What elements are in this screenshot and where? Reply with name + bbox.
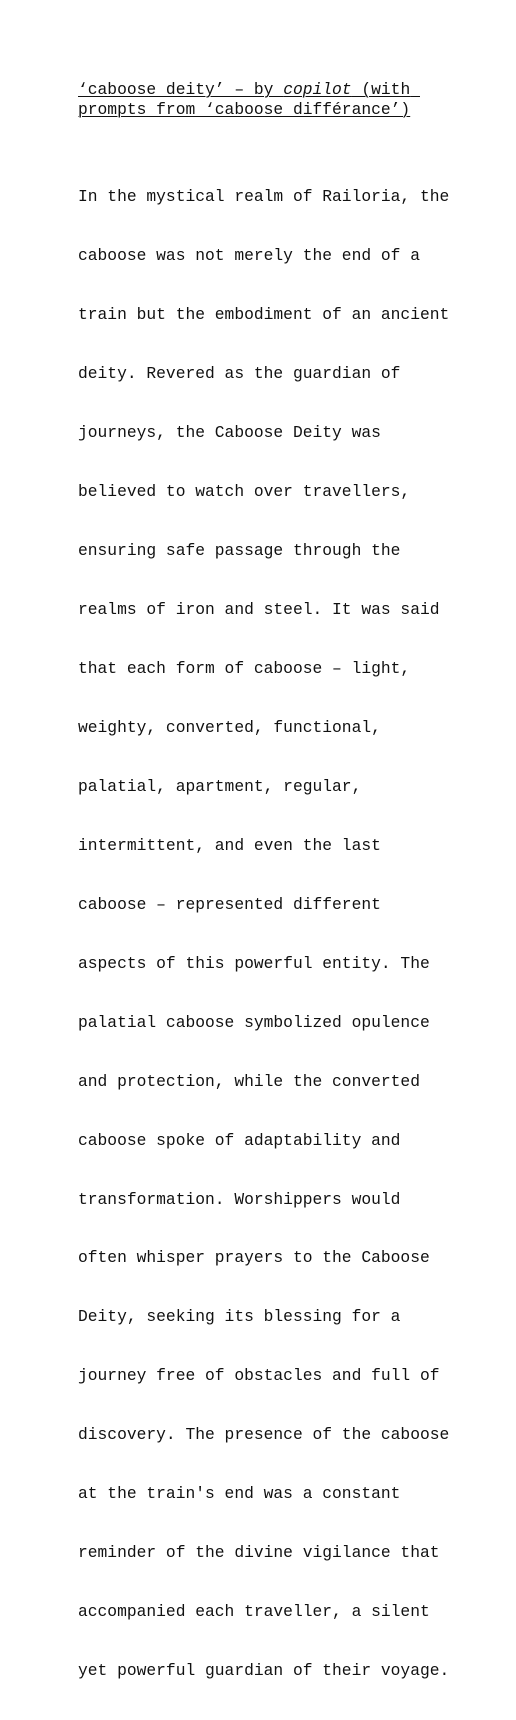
body-line: Deity, seeking its blessing for a bbox=[78, 1307, 401, 1327]
body-line: realms of iron and steel. It was said bbox=[78, 599, 440, 619]
title-text: ‘caboose deity’ – by bbox=[78, 80, 284, 99]
body-line: train but the embodiment of an ancient bbox=[78, 305, 450, 325]
body-line: weighty, converted, functional, bbox=[78, 717, 381, 737]
body-line: ensuring safe passage through the bbox=[78, 541, 401, 561]
body-line: reminder of the divine vigilance that bbox=[78, 1543, 440, 1563]
body-line: intermittent, and even the last bbox=[78, 835, 381, 855]
body-line: that each form of caboose – light, bbox=[78, 658, 411, 678]
body-paragraph bbox=[78, 148, 458, 1720]
body-line: journeys, the Caboose Deity was bbox=[78, 423, 381, 443]
body-line: believed to watch over travellers, bbox=[78, 482, 411, 502]
body-line: yet powerful guardian of their voyage. bbox=[78, 1661, 450, 1681]
body-line: In the mystical realm of Railoria, the bbox=[78, 187, 450, 207]
body-line: aspects of this powerful entity. The bbox=[78, 953, 430, 973]
body-line: caboose spoke of adaptability and bbox=[78, 1130, 401, 1150]
body-line: and protection, while the converted bbox=[78, 1071, 420, 1091]
body-line: caboose was not merely the end of a bbox=[78, 246, 420, 266]
body-line: journey free of obstacles and full of bbox=[78, 1366, 440, 1386]
body-line: palatial, apartment, regular, bbox=[78, 776, 362, 796]
body-line: at the train's end was a constant bbox=[78, 1484, 401, 1504]
body-line: transformation. Worshippers would bbox=[78, 1189, 401, 1209]
body-line: discovery. The presence of the caboose bbox=[78, 1425, 450, 1445]
title-author: copilot bbox=[283, 80, 352, 99]
body-line: accompanied each traveller, a silent bbox=[78, 1602, 430, 1622]
body-line: palatial caboose symbolized opulence bbox=[78, 1012, 430, 1032]
body-line: often whisper prayers to the Caboose bbox=[78, 1248, 430, 1268]
document-title bbox=[78, 80, 478, 119]
body-line: caboose – represented different bbox=[78, 894, 381, 914]
title-credit: (with prompts from ‘caboose différance’) bbox=[78, 80, 420, 119]
body-line: deity. Revered as the guardian of bbox=[78, 364, 401, 384]
